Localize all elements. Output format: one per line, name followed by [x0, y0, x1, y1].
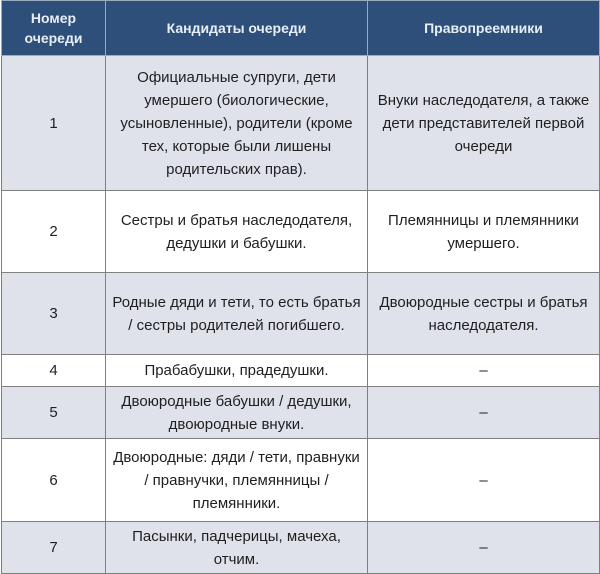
- header-number: Номер очереди: [2, 1, 106, 56]
- table-header: [2, 1, 600, 56]
- queue-successors: Племянницы и племянники умершего.: [368, 191, 600, 273]
- header-successors: Правопреемники: [368, 1, 600, 56]
- queue-successors: –: [368, 355, 600, 387]
- header-row: [2, 1, 600, 56]
- queue-number: 2: [2, 191, 106, 273]
- queue-candidates: Двоюродные бабушки / дедушки, двоюродные внуки.: [106, 387, 368, 439]
- queue-number: 5: [2, 387, 106, 439]
- queue-candidates: Официальные супруги, дети умершего (биологические, усыновленные), родители (кроме тех, которые были лишены родительских прав).: [106, 56, 368, 191]
- queue-candidates: Пасынки, падчерицы, мачеха, отчим.: [106, 522, 368, 574]
- table-body: [2, 56, 600, 574]
- queue-candidates: Прабабушки, прадедушки.: [106, 355, 368, 387]
- queue-number: 4: [2, 355, 106, 387]
- queue-number: 6: [2, 439, 106, 522]
- queue-successors: –: [368, 387, 600, 439]
- table-row: [2, 387, 600, 439]
- table-row: [2, 522, 600, 574]
- queue-successors: Внуки наследодателя, а также дети представителей первой очереди: [368, 56, 600, 191]
- queue-number: 7: [2, 522, 106, 574]
- queue-number: 1: [2, 56, 106, 191]
- queue-candidates: Сестры и братья наследодателя, дедушки и бабушки.: [106, 191, 368, 273]
- table-row: [2, 355, 600, 387]
- header-candidates: Кандидаты очереди: [106, 1, 368, 56]
- queue-successors: Двоюродные сестры и братья наследодателя.: [368, 273, 600, 355]
- queue-number: 3: [2, 273, 106, 355]
- table-row: [2, 191, 600, 273]
- inheritance-queue-table: [1, 0, 600, 574]
- queue-candidates: Родные дяди и тети, то есть братья / сестры родителей погибшего.: [106, 273, 368, 355]
- queue-successors: –: [368, 522, 600, 574]
- table-row: [2, 56, 600, 191]
- table-row: [2, 439, 600, 522]
- table-row: [2, 273, 600, 355]
- queue-candidates: Двоюродные: дяди / тети, правнуки / правнучки, племянницы / племянники.: [106, 439, 368, 522]
- queue-successors: –: [368, 439, 600, 522]
